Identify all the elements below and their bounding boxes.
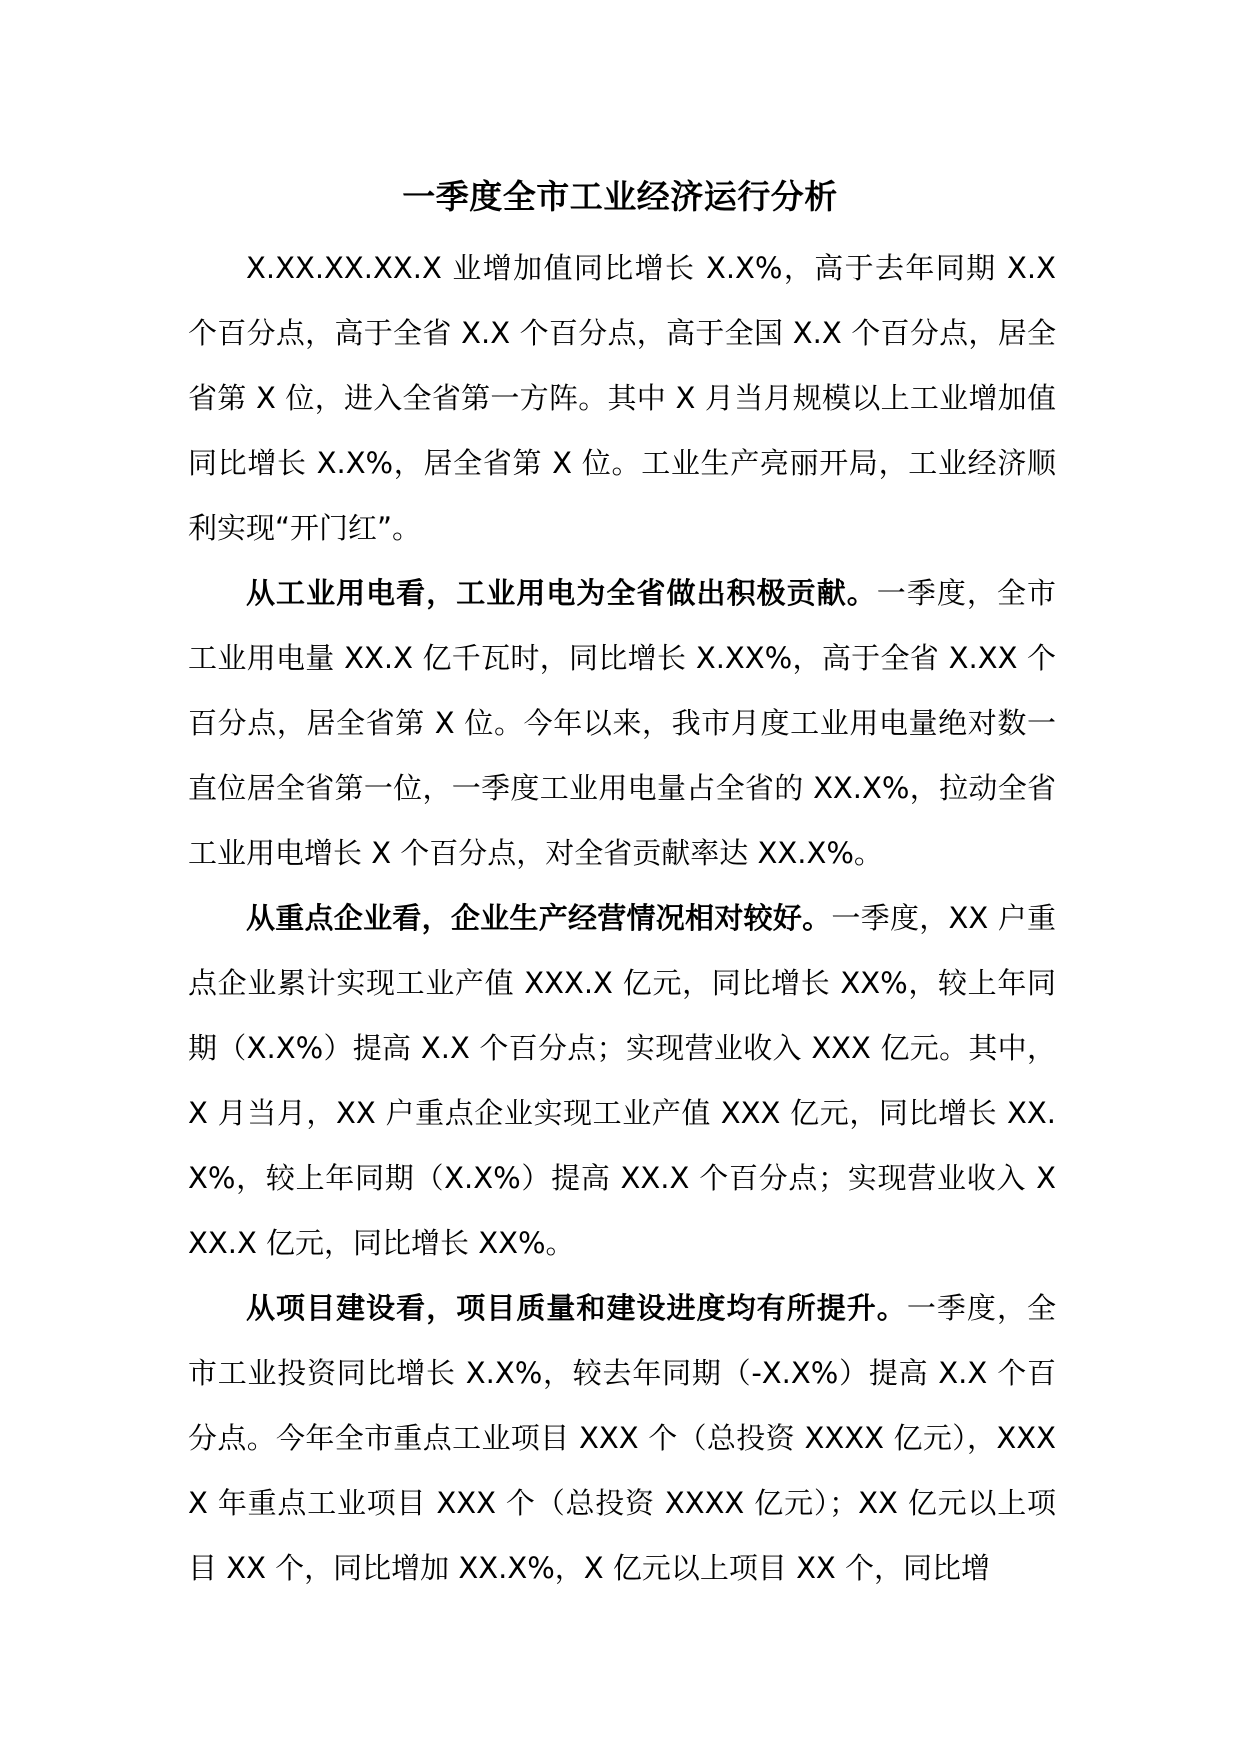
document-body <box>188 236 1056 1601</box>
paragraph-4 <box>188 1276 1056 1601</box>
document-title: 一季度全市工业经济运行分析 <box>402 177 838 216</box>
paragraph-text: X.XX.XX.XX.X 业增加值同比增长 X.X%，高于去年同期 X.X 个百分点，高于全省 X.X 个百分点，高于全国 X.X 个百分点，居全省第 X 位，进入全省第一方阵。其中 X 月当月规模以上工业增加值同比增长 X.X%，居全省第 X 位。工业生产亮丽开局，工业经济顺利实现“开门红”。 <box>188 251 1056 545</box>
paragraph-3 <box>188 886 1056 1276</box>
paragraph-lead: 从工业用电看，工业用电为全省做出积极贡献。 <box>246 576 877 610</box>
paragraph-lead: 从重点企业看，企业生产经营情况相对较好。 <box>246 901 832 935</box>
paragraph-text: 一季度，全市工业投资同比增长 X.X%，较去年同期（-X.X%）提高 X.X 个百分点。今年全市重点工业项目 XXX 个（总投资 XXXX 亿元），XXXX 年重点工业项目 XXX 个（总投资 XXXX 亿元）；XX 亿元以上项目 XX 个，同比增加 XX.X%，X 亿元以上项目 XX 个，同比增 <box>188 1291 1056 1585</box>
paragraph-1 <box>188 236 1056 561</box>
paragraph-text: 一季度，全市工业用电量 XX.X 亿千瓦时，同比增长 X.XX%，高于全省 X.XX 个百分点，居全省第 X 位。今年以来，我市月度工业用电量绝对数一直位居全省第一位，一季度工业用电量占全省的 XX.X%，拉动全省工业用电增长 X 个百分点，对全省贡献率达 XX.X%。 <box>188 576 1056 870</box>
paragraph-text: 一季度，XX 户重点企业累计实现工业产值 XXX.X 亿元，同比增长 XX%，较上年同期（X.X%）提高 X.X 个百分点；实现营业收入 XXX 亿元。其中，X 月当月，XX 户重点企业实现工业产值 XXX 亿元，同比增长 XX.X%，较上年同期（X.X%）提高 XX.X 个百分点；实现营业收入 XXX.X 亿元，同比增长 XX%。 <box>188 901 1056 1260</box>
paragraph-lead: 从项目建设看，项目质量和建设进度均有所提升。 <box>246 1291 907 1325</box>
paragraph-2 <box>188 561 1056 886</box>
